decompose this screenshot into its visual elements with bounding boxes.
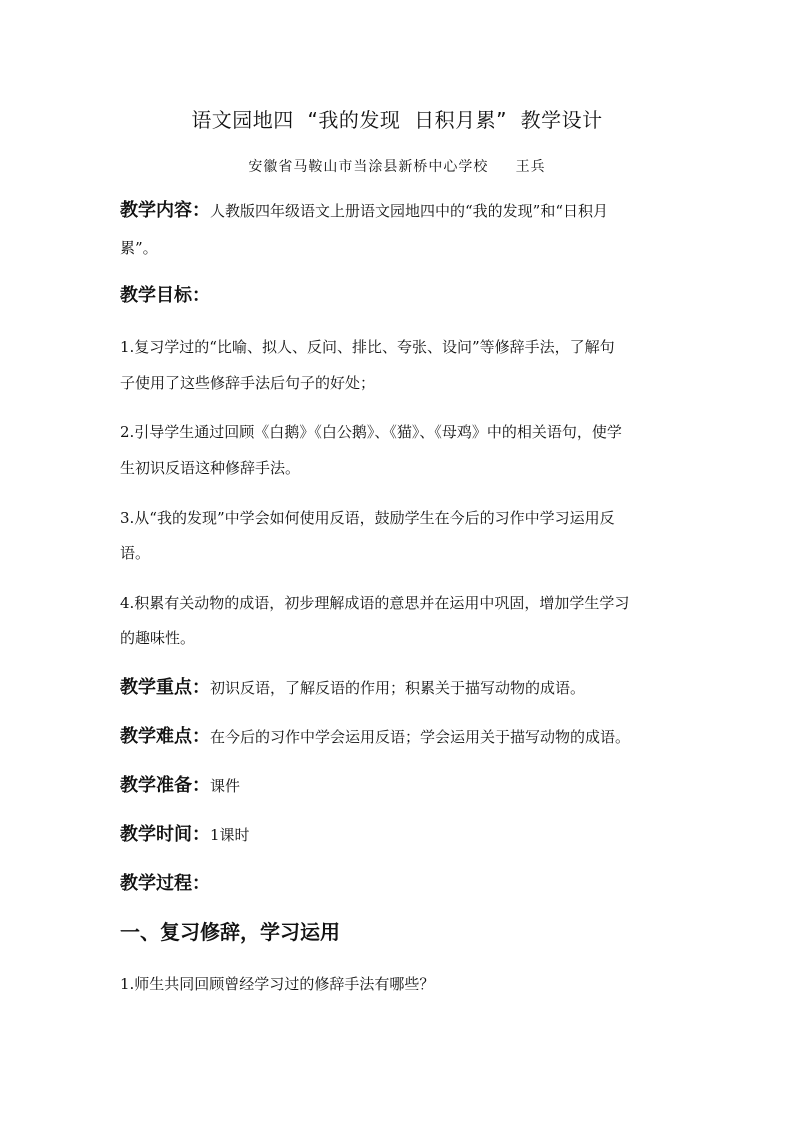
- content-text-2: 累”。: [120, 239, 158, 257]
- process-label: 教学过程：: [120, 873, 210, 894]
- time-line: [120, 825, 680, 845]
- preparation-line: [120, 776, 680, 796]
- goal-3-line-1: 3.从“我的发现”中学会如何使用反语，鼓励学生在今后的习作中学习运用反: [120, 509, 615, 527]
- difficulties-label: 教学难点：: [120, 726, 210, 747]
- section-1-heading: 一、复习修辞，学习运用: [120, 920, 340, 944]
- key-points-line: [120, 678, 680, 698]
- time-label: 教学时间：: [120, 824, 210, 845]
- goal-1-line-1: 1.复习学过的“比喻、拟人、反问、排比、夸张、设问”等修辞手法，了解句: [120, 338, 615, 356]
- difficulties-text: 在今后的习作中学会运用反语；学会运用关于描写动物的成语。: [210, 728, 631, 746]
- key-points-label: 教学重点：: [120, 677, 210, 698]
- author-line: 安徽省马鞍山市当涂县新桥中心学校 王兵: [248, 159, 546, 175]
- preparation-text: 课件: [210, 777, 241, 795]
- key-points-text: 初识反语，了解反语的作用；积累关于描写动物的成语。: [210, 679, 586, 697]
- time-text: 1课时: [210, 826, 250, 844]
- goal-3-line-2: 语。: [120, 544, 151, 562]
- goal-1-line-2: 子使用了这些修辞手法后句子的好处；: [120, 374, 376, 392]
- goal-4-line-1: 4.积累有关动物的成语，初步理解成语的意思并在运用中巩固，增加学生学习: [120, 594, 630, 612]
- difficulties-line: [120, 727, 680, 747]
- goals-label: 教学目标：: [120, 285, 210, 306]
- process-step-1: 1.师生共同回顾曾经学习过的修辞手法有哪些？: [120, 975, 435, 993]
- goal-2-line-2: 生初识反语这种修辞手法。: [120, 459, 301, 477]
- document-title: 语文园地四 “我的发现 日积月累” 教学设计: [191, 108, 603, 132]
- goal-4-line-2: 的趣味性。: [120, 629, 196, 647]
- content-label: 教学内容：: [120, 200, 210, 221]
- goal-2-line-1: 2.引导学生通过回顾《白鹅》《白公鹅》、《猫》、《母鸡》中的相关语句，使学: [120, 423, 622, 441]
- preparation-label: 教学准备：: [120, 775, 210, 796]
- content-text-1: 人教版四年级语文上册语文园地四中的“我的发现”和“日积月: [210, 202, 609, 220]
- content-line-1: [120, 201, 680, 221]
